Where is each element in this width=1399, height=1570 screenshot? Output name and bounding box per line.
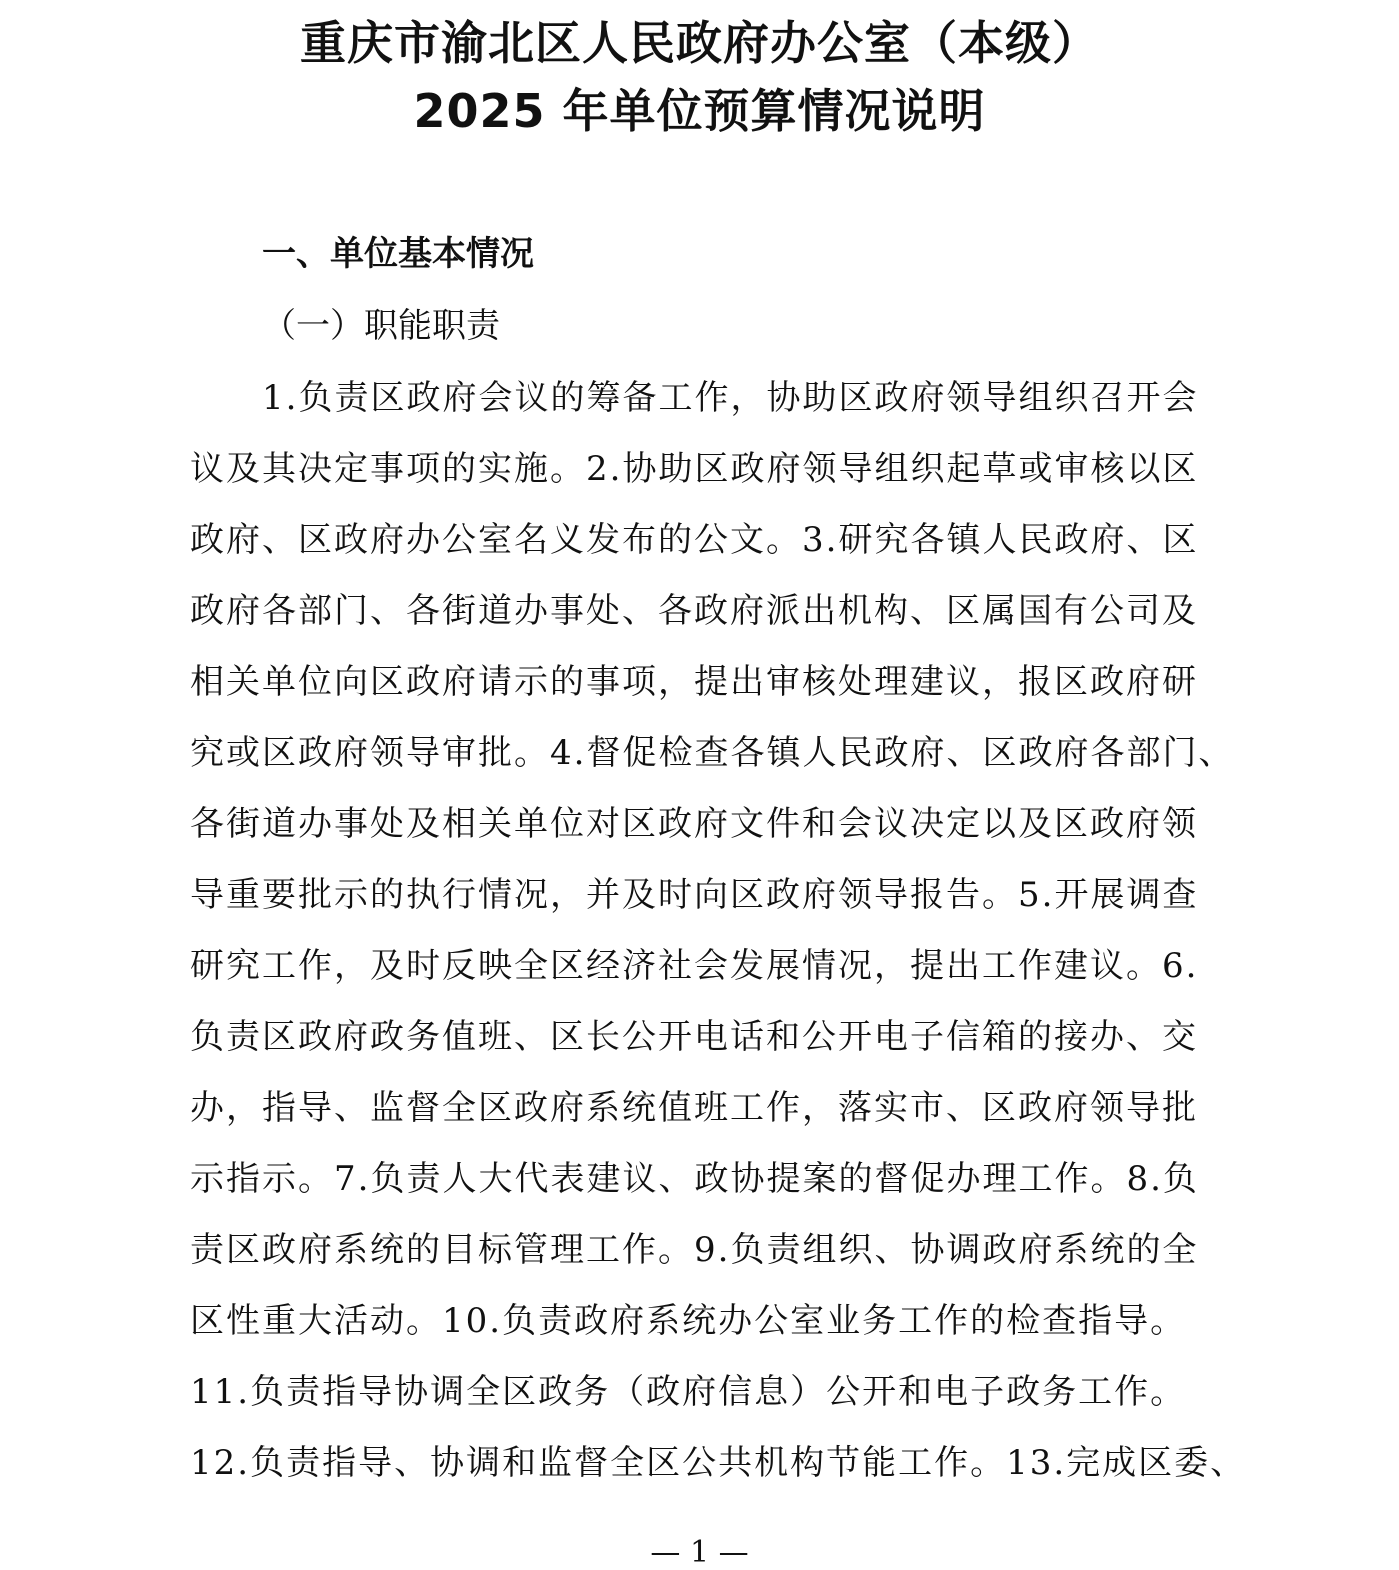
section-heading: 一、单位基本情况 (262, 234, 534, 274)
body-line: 示指示。7.负责人大代表建议、政协提案的督促办理工作。8.负 (190, 1159, 1199, 1199)
body-line: 议及其决定事项的实施。2.协助区政府领导组织起草或审核以区 (190, 449, 1199, 489)
body-line: 究或区政府领导审批。4.督促检查各镇人民政府、区政府各部门、 (190, 733, 1235, 773)
body-line: 11.负责指导协调全区政务（政府信息）公开和电子政务工作。 (190, 1372, 1187, 1412)
body-line: 负责区政府政务值班、区长公开电话和公开电子信箱的接办、交 (190, 1017, 1198, 1057)
body-line: 政府各部门、各街道办事处、各政府派出机构、区属国有公司及 (190, 591, 1198, 631)
body-line: 区性重大活动。10.负责政府系统办公室业务工作的检查指导。 (190, 1301, 1187, 1341)
document-title-line-1: 重庆市渝北区人民政府办公室（本级） (300, 16, 1099, 70)
body-line: 责区政府系统的目标管理工作。9.负责组织、协调政府系统的全 (190, 1230, 1199, 1270)
body-line: 相关单位向区政府请示的事项，提出审核处理建议，报区政府研 (190, 662, 1198, 702)
body-line: 各街道办事处及相关单位对区政府文件和会议决定以及区政府领 (190, 804, 1198, 844)
body-line: 研究工作，及时反映全区经济社会发展情况，提出工作建议。6. (190, 946, 1199, 986)
page-number: — 1 — (650, 1535, 749, 1570)
body-line: 导重要批示的执行情况，并及时向区政府领导报告。5.开展调查 (190, 875, 1199, 915)
body-line: 12.负责指导、协调和监督全区公共机构节能工作。13.完成区委、 (190, 1443, 1247, 1483)
body-line: 办，指导、监督全区政府系统值班工作，落实市、区政府领导批 (190, 1088, 1198, 1128)
subsection-heading: （一）职能职责 (262, 306, 500, 346)
body-line: 1.负责区政府会议的筹备工作，协助区政府领导组织召开会 (262, 378, 1199, 418)
body-line: 政府、区政府办公室名义发布的公文。3.研究各镇人民政府、区 (190, 520, 1199, 560)
document-title-line-2: 2025 年单位预算情况说明 (413, 84, 986, 138)
